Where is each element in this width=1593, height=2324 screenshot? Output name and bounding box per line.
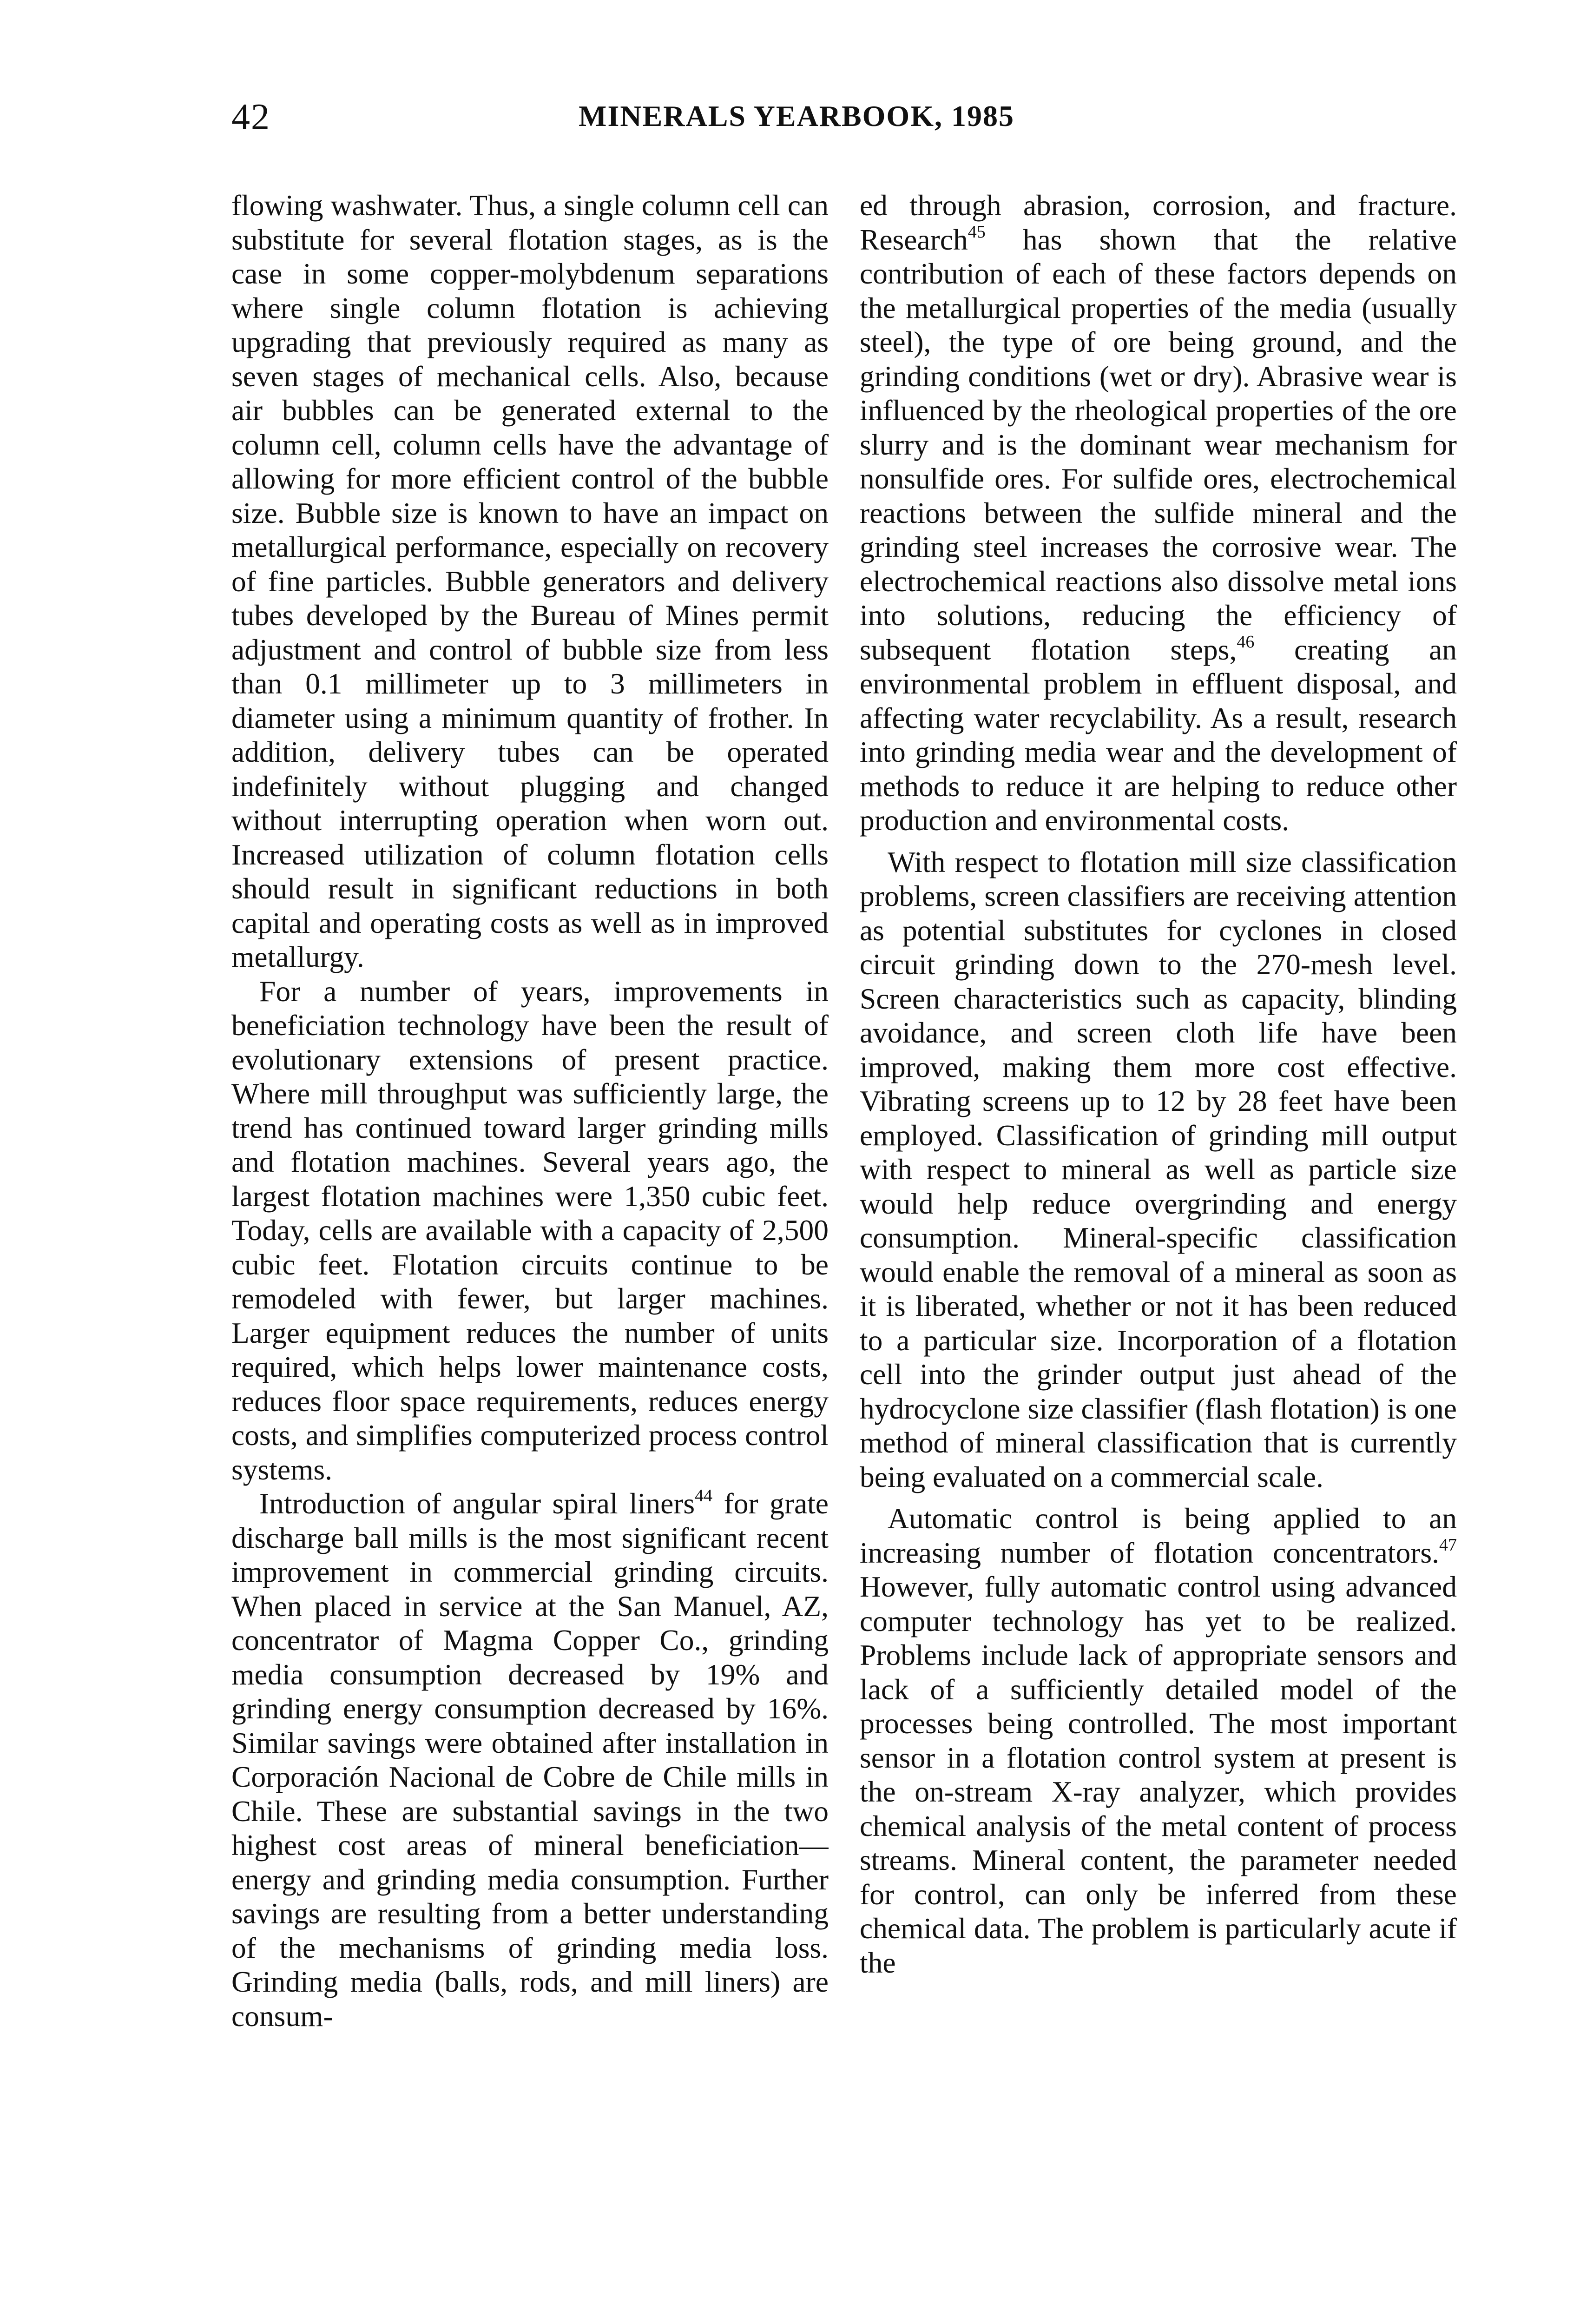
left-paragraph-3-text-b: for grate discharge ball mills is the most significant recent improvement in commercial grinding circuits. When placed in service at the San Manuel, AZ, concentrator of Magma Copper Co., grinding media consumption decreased by 19% and grinding energy consumption decreased by 16%. Similar savings were obtained after installation in Corporación Nacional de Cobre de Chile mills in Chile. These are substantial savings in the two highest cost areas of mineral beneficiation—energy and grinding media consumption. Further savings are resulting from a better understanding of the mechanisms of grinding media loss. Grinding media (balls, rods, and mill liners) are consum- xyxy=(231,1487,829,2033)
right-paragraph-3 xyxy=(860,1501,1457,1980)
right-paragraph-1 xyxy=(860,188,1457,838)
left-paragraph-2: For a number of years, improvements in beneficiation technology have been the result of evolutionary extensions of present practice. Where mill throughput was sufficiently large, the trend has continued toward larger grinding mills and flotation machines. Several years ago, the largest flotation machines were 1,350 cubic feet. Today, cells are available with a capacity of 2,500 cubic feet. Flotation circuits continue to be remodeled with fewer, but larger machines. Larger equipment reduces the number of units required, which helps lower maintenance costs, reduces floor space requirements, reduces energy costs, and simplifies computerized process control systems. xyxy=(231,974,829,1486)
right-paragraph-3-text-b: However, fully automatic control using advanced computer technology has yet to be realized. Problems include lack of appropriate sensors and lack of a sufficiently detailed model of the processes being controlled. The most important sensor in a flotation control system at present is the on-stream X-ray analyzer, which provides chemical analysis of the metal content of process streams. Mineral content, the parameter needed for control, can only be inferred from these chemical data. The problem is particularly acute if the xyxy=(860,1570,1457,1979)
footnote-ref-44: 44 xyxy=(695,1486,713,1505)
left-column xyxy=(231,188,829,2261)
right-paragraph-2: With respect to flotation mill size classification problems, screen classifiers are receiving attention as potential substitutes for cyclones in closed circuit grinding down to the 270-mesh level. Screen characteristics such as capacity, blinding avoidance, and screen cloth life have been improved, making them more cost effective. Vibrating screens up to 12 by 28 feet have been employed. Classification of grinding mill output with respect to mineral as well as particle size would help reduce overgrinding and energy consumption. Mineral-specific classification would enable the removal of a mineral as soon as it is liberated, whether or not it has been reduced to a particular size. Incorporation of a flotation cell into the grinder output just ahead of the hydrocyclone size classifier (flash flotation) is one method of mineral classification that is currently being evaluated on a commercial scale. xyxy=(860,845,1457,1493)
right-paragraph-1-text-a: ed through abrasion, corrosion, and fracture. Research xyxy=(860,189,1457,256)
left-paragraph-1: flowing washwater. Thus, a single column cell can substitute for several flotation stages, as is the case in some copper-molybdenum separations where single column flotation is achieving upgrading that previously required as many as seven stages of mechanical cells. Also, because air bubbles can be generated external to the column cell, column cells have the advantage of allowing for more efficient control of the bubble size. Bubble size is known to have an impact on metallurgical performance, especially on recovery of fine particles. Bubble generators and delivery tubes developed by the Bureau of Mines permit adjustment and control of bubble size from less than 0.1 millimeter up to 3 millimeters in diameter using a minimum quantity of frother. In addition, delivery tubes can be operated indefinitely without plugging and changed without interrupting operation when worn out. Increased utilization of column flotation cells should result in significant reductions in both capital and operating costs as well as in improved metallurgy. xyxy=(231,189,829,973)
footnote-ref-47: 47 xyxy=(1439,1535,1457,1555)
right-paragraph-1-text-b: has shown that the relative contribution of each of these factors depends on the metallurgical properties of the media (usually steel), the type of ore being ground, and the grinding conditions (wet or dry). Abrasive wear is influenced by the rheological properties of the ore slurry and is the dominant wear mechanism for nonsulfide ores. For sulfide ores, electrochemical reactions between the sulfide mineral and the grinding steel increases the corrosive wear. The electrochemical reactions also dissolve metal ions into solutions, reducing the efficiency of subsequent flotation steps, xyxy=(860,223,1457,666)
footnote-ref-46: 46 xyxy=(1237,632,1255,652)
right-paragraph-3-text-a: Automatic control is being applied to an increasing number of flotation concentrators. xyxy=(860,1502,1457,1569)
running-head: MINERALS YEARBOOK, 1985 xyxy=(579,99,1014,132)
footnote-ref-45: 45 xyxy=(968,222,986,242)
left-paragraph-3 xyxy=(231,1486,829,2033)
page-number: 42 xyxy=(231,97,270,138)
right-paragraph-1-text-c: creating an environmental problem in effluent disposal, and affecting water recyclability. As a result, research into grinding media wear and the development of methods to reduce it are helping to reduce other production and environmental costs. xyxy=(860,633,1457,837)
right-column xyxy=(860,188,1457,2261)
left-paragraph-3-text-a: Introduction of angular spiral liners xyxy=(259,1487,695,1520)
